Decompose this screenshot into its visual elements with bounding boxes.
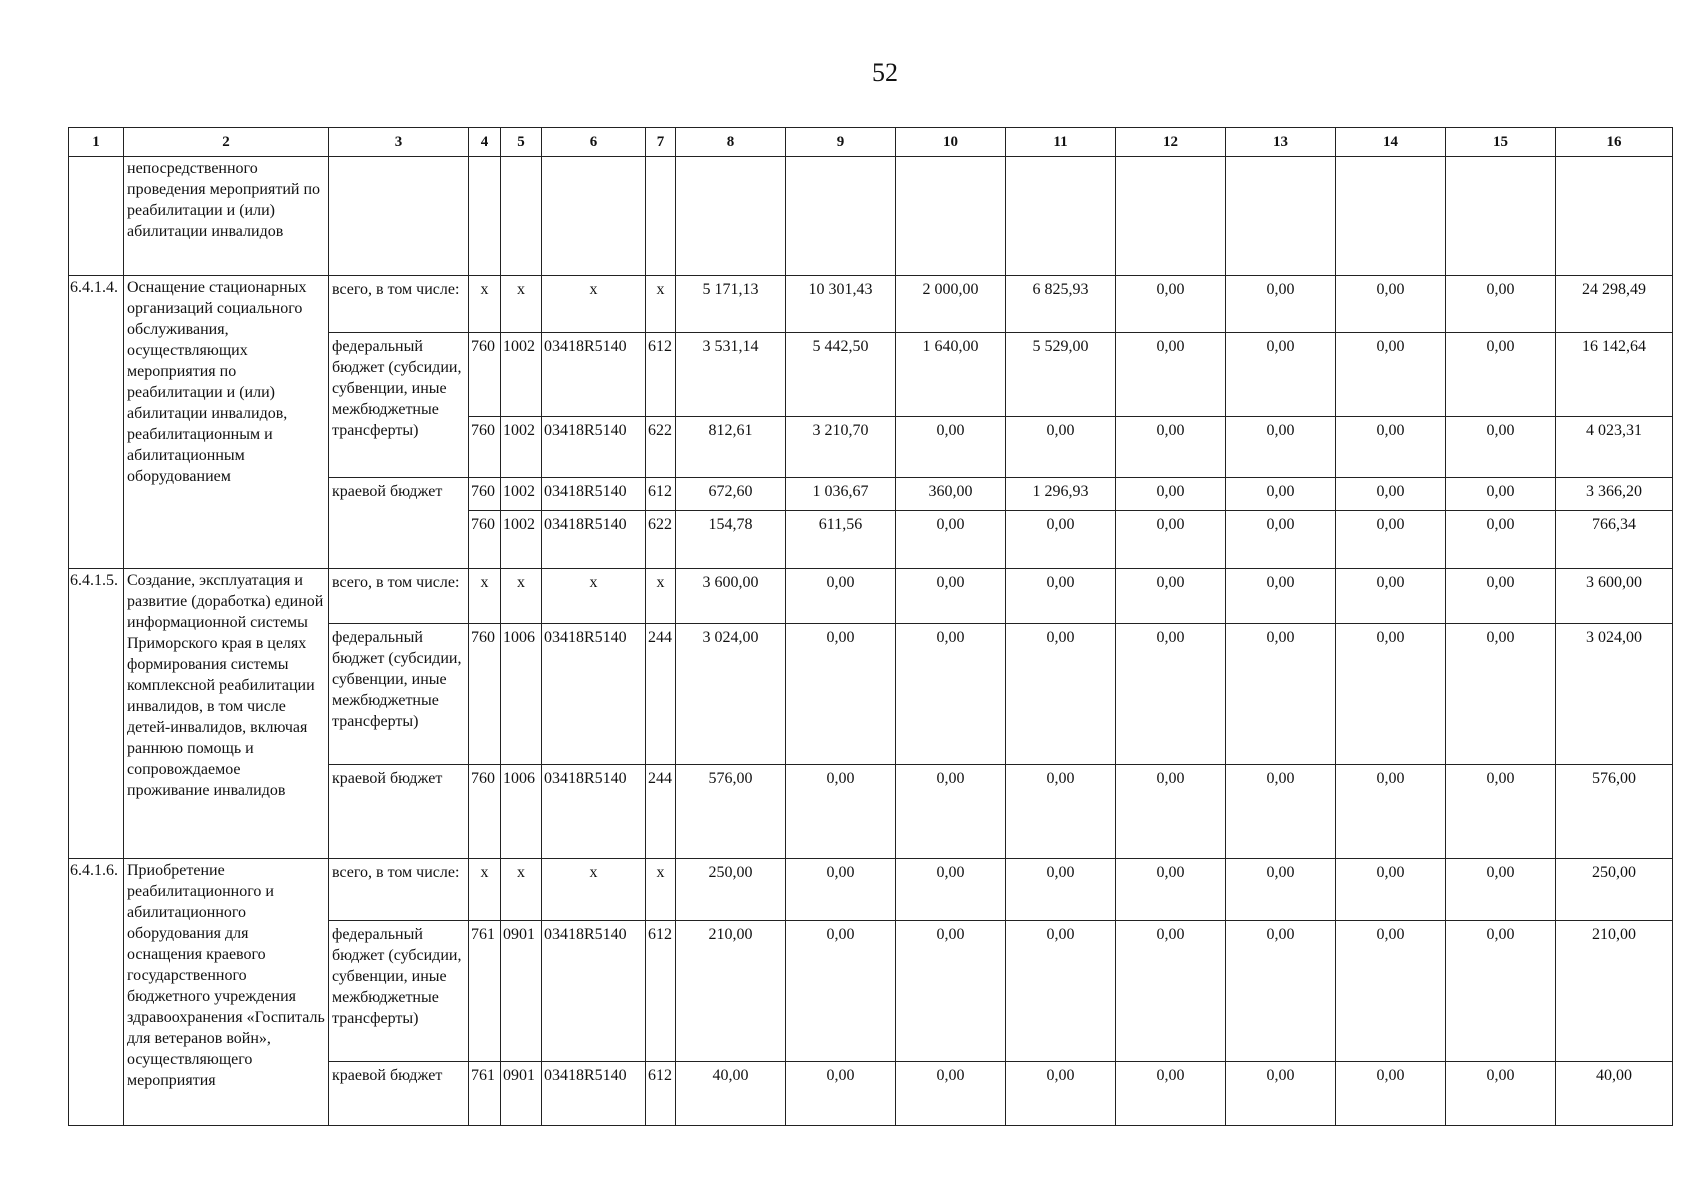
amount-cell: 0,00 [896, 921, 1006, 1062]
col5-value: 1006 [501, 624, 542, 765]
header-cell: 8 [676, 128, 786, 157]
amount-cell: 0,00 [786, 569, 896, 624]
amount-cell: 0,00 [786, 1062, 896, 1126]
amount-cell: 24 298,49 [1556, 276, 1673, 333]
funding-source: всего, в том числе: [329, 276, 469, 333]
col4-value: 760 [469, 765, 501, 859]
amount-cell: 0,00 [1116, 859, 1226, 921]
header-cell: 6 [542, 128, 646, 157]
amount-cell: 3 210,70 [786, 417, 896, 478]
amount-cell: 3 024,00 [676, 624, 786, 765]
amount-cell: 0,00 [1116, 417, 1226, 478]
header-cell: 1 [69, 128, 124, 157]
amount-cell: 40,00 [676, 1062, 786, 1126]
amount-cell: 0,00 [1116, 569, 1226, 624]
amount-cell: 0,00 [1226, 333, 1336, 417]
funding-source: краевой бюджет [329, 478, 469, 569]
amount-cell: 0,00 [1226, 417, 1336, 478]
amount-cell: 0,00 [1336, 333, 1446, 417]
col6-value: 03418R5140 [542, 1062, 646, 1126]
col6-value: x [542, 569, 646, 624]
amount-cell: 360,00 [896, 478, 1006, 511]
amount-cell: 0,00 [1446, 624, 1556, 765]
amount-cell: 0,00 [1226, 569, 1336, 624]
table-row [69, 859, 1673, 921]
amount-cell: 0,00 [896, 624, 1006, 765]
col6-value: 03418R5140 [542, 921, 646, 1062]
col7-value: 612 [646, 921, 676, 1062]
amount-cell: 672,60 [676, 478, 786, 511]
amount-cell: 766,34 [1556, 511, 1673, 569]
col4-value: 760 [469, 624, 501, 765]
col5-value: 1002 [501, 478, 542, 511]
col5-value: 0901 [501, 1062, 542, 1126]
header-row [69, 128, 1673, 157]
amount-cell: 250,00 [1556, 859, 1673, 921]
col7-value: 622 [646, 511, 676, 569]
col7-value: x [646, 569, 676, 624]
amount-cell: 0,00 [896, 417, 1006, 478]
col6-value: 03418R5140 [542, 417, 646, 478]
amount-cell: 0,00 [1116, 624, 1226, 765]
header-cell: 16 [1556, 128, 1673, 157]
amount-cell: 0,00 [1116, 478, 1226, 511]
header-cell: 14 [1336, 128, 1446, 157]
col4-value: x [469, 859, 501, 921]
amount-cell: 0,00 [1116, 1062, 1226, 1126]
header-cell: 7 [646, 128, 676, 157]
header-cell: 3 [329, 128, 469, 157]
funding-source: федеральный бюджет (субсидии, субвенции, иные межбюджетные трансферты) [329, 333, 469, 478]
page-number: 52 [872, 58, 898, 87]
header-cell: 10 [896, 128, 1006, 157]
amount-cell: 0,00 [1116, 765, 1226, 859]
item-name: Приобретение реабилитационного и абилитационного оборудования для оснащения краевого государственного бюджетного учреждения здравоохранения «Госпиталь для ветеранов войн», осуществляющего мероприятия [124, 859, 329, 1126]
table-row [69, 276, 1673, 333]
amount-cell: 0,00 [1006, 1062, 1116, 1126]
col6-value: x [542, 859, 646, 921]
amount-cell: 0,00 [786, 624, 896, 765]
amount-cell: 0,00 [1336, 569, 1446, 624]
funding-source: федеральный бюджет (субсидии, субвенции, иные межбюджетные трансферты) [329, 624, 469, 765]
amount-cell: 0,00 [896, 859, 1006, 921]
amount-cell: 0,00 [1006, 511, 1116, 569]
col5-value: 1002 [501, 511, 542, 569]
continuation-row [69, 157, 1673, 276]
amount-cell: 210,00 [676, 921, 786, 1062]
budget-table [68, 127, 1673, 1126]
amount-cell: 2 000,00 [896, 276, 1006, 333]
amount-cell: 0,00 [896, 765, 1006, 859]
amount-cell: 210,00 [1556, 921, 1673, 1062]
amount-cell: 0,00 [1006, 765, 1116, 859]
amount-cell: 0,00 [1116, 921, 1226, 1062]
amount-cell: 0,00 [1226, 624, 1336, 765]
col5-value: 0901 [501, 921, 542, 1062]
header-cell: 12 [1116, 128, 1226, 157]
item-number: 6.4.1.6. [69, 859, 124, 1126]
amount-cell: 0,00 [1226, 765, 1336, 859]
header-cell: 9 [786, 128, 896, 157]
header-cell: 4 [469, 128, 501, 157]
col7-value: 244 [646, 624, 676, 765]
amount-cell: 3 024,00 [1556, 624, 1673, 765]
amount-cell: 0,00 [786, 921, 896, 1062]
col7-value: x [646, 276, 676, 333]
amount-cell: 0,00 [786, 765, 896, 859]
amount-cell: 0,00 [1446, 569, 1556, 624]
amount-cell: 4 023,31 [1556, 417, 1673, 478]
col6-value: 03418R5140 [542, 333, 646, 417]
amount-cell: 0,00 [1336, 765, 1446, 859]
amount-cell: 1 640,00 [896, 333, 1006, 417]
col4-value: 761 [469, 1062, 501, 1126]
amount-cell: 0,00 [1336, 478, 1446, 511]
item-name: непосредственного проведения мероприятий по реабилитации и (или) абилитации инвалидов [124, 157, 329, 276]
item-name: Оснащение стационарных организаций социального обслуживания, осуществляющих мероприятия по реабилитации и (или) абилитации инвалидов, реабилитационным и абилитационным оборудованием [124, 276, 329, 569]
funding-source: всего, в том числе: [329, 569, 469, 624]
amount-cell: 0,00 [1336, 1062, 1446, 1126]
col5-value: 1002 [501, 417, 542, 478]
header-cell: 15 [1446, 128, 1556, 157]
amount-cell: 0,00 [1226, 1062, 1336, 1126]
amount-cell: 0,00 [1226, 276, 1336, 333]
funding-source: федеральный бюджет (субсидии, субвенции, иные межбюджетные трансферты) [329, 921, 469, 1062]
amount-cell: 1 036,67 [786, 478, 896, 511]
col4-value: 760 [469, 478, 501, 511]
amount-cell: 0,00 [896, 511, 1006, 569]
amount-cell: 0,00 [1116, 333, 1226, 417]
amount-cell: 0,00 [1446, 859, 1556, 921]
amount-cell: 6 825,93 [1006, 276, 1116, 333]
amount-cell: 0,00 [1336, 859, 1446, 921]
amount-cell: 0,00 [1446, 417, 1556, 478]
col7-value: 622 [646, 417, 676, 478]
amount-cell: 0,00 [896, 569, 1006, 624]
header-cell: 2 [124, 128, 329, 157]
col6-value: 03418R5140 [542, 765, 646, 859]
col7-value: 612 [646, 333, 676, 417]
amount-cell: 0,00 [1446, 765, 1556, 859]
col6-value: 03418R5140 [542, 624, 646, 765]
amount-cell: 5 171,13 [676, 276, 786, 333]
amount-cell: 3 600,00 [676, 569, 786, 624]
col7-value: 612 [646, 1062, 676, 1126]
table-row [69, 569, 1673, 624]
amount-cell: 0,00 [1006, 921, 1116, 1062]
funding-source: краевой бюджет [329, 765, 469, 859]
amount-cell: 154,78 [676, 511, 786, 569]
amount-cell: 812,61 [676, 417, 786, 478]
col5-value: x [501, 859, 542, 921]
amount-cell: 0,00 [896, 1062, 1006, 1126]
item-number: 6.4.1.4. [69, 276, 124, 569]
col5-value: 1002 [501, 333, 542, 417]
amount-cell: 0,00 [1336, 511, 1446, 569]
col6-value: 03418R5140 [542, 478, 646, 511]
col6-value: x [542, 276, 646, 333]
amount-cell: 5 442,50 [786, 333, 896, 417]
amount-cell: 40,00 [1556, 1062, 1673, 1126]
amount-cell: 0,00 [1446, 333, 1556, 417]
col4-value: 760 [469, 417, 501, 478]
amount-cell: 0,00 [1336, 417, 1446, 478]
amount-cell: 0,00 [786, 859, 896, 921]
col6-value: 03418R5140 [542, 511, 646, 569]
amount-cell: 0,00 [1226, 511, 1336, 569]
amount-cell: 0,00 [1006, 859, 1116, 921]
amount-cell: 3 366,20 [1556, 478, 1673, 511]
amount-cell: 0,00 [1006, 624, 1116, 765]
header-cell: 5 [501, 128, 542, 157]
amount-cell: 5 529,00 [1006, 333, 1116, 417]
col4-value: x [469, 276, 501, 333]
header-cell: 13 [1226, 128, 1336, 157]
amount-cell: 0,00 [1116, 276, 1226, 333]
amount-cell: 0,00 [1226, 859, 1336, 921]
amount-cell: 0,00 [1336, 624, 1446, 765]
amount-cell: 611,56 [786, 511, 896, 569]
amount-cell: 0,00 [1446, 478, 1556, 511]
col4-value: x [469, 569, 501, 624]
col7-value: 612 [646, 478, 676, 511]
funding-source: всего, в том числе: [329, 859, 469, 921]
amount-cell: 0,00 [1446, 1062, 1556, 1126]
amount-cell: 3 600,00 [1556, 569, 1673, 624]
col5-value: x [501, 569, 542, 624]
amount-cell: 0,00 [1446, 511, 1556, 569]
amount-cell: 10 301,43 [786, 276, 896, 333]
item-name: Создание, эксплуатация и развитие (доработка) единой информационной системы Приморского края в целях формирования системы комплексной реабилитации инвалидов, в том числе детей-инвалидов, включая раннюю помощь и сопровождаемое проживание инвалидов [124, 569, 329, 859]
amount-cell: 576,00 [1556, 765, 1673, 859]
amount-cell: 0,00 [1336, 921, 1446, 1062]
col7-value: x [646, 859, 676, 921]
col4-value: 761 [469, 921, 501, 1062]
amount-cell: 0,00 [1446, 276, 1556, 333]
amount-cell: 0,00 [1226, 921, 1336, 1062]
amount-cell: 0,00 [1006, 569, 1116, 624]
col4-value: 760 [469, 333, 501, 417]
amount-cell: 576,00 [676, 765, 786, 859]
header-cell: 11 [1006, 128, 1116, 157]
amount-cell: 0,00 [1446, 921, 1556, 1062]
amount-cell: 0,00 [1336, 276, 1446, 333]
col4-value: 760 [469, 511, 501, 569]
amount-cell: 3 531,14 [676, 333, 786, 417]
col5-value: 1006 [501, 765, 542, 859]
amount-cell: 0,00 [1006, 417, 1116, 478]
col5-value: x [501, 276, 542, 333]
amount-cell: 250,00 [676, 859, 786, 921]
amount-cell: 16 142,64 [1556, 333, 1673, 417]
amount-cell: 0,00 [1116, 511, 1226, 569]
item-number: 6.4.1.5. [69, 569, 124, 859]
funding-source: краевой бюджет [329, 1062, 469, 1126]
amount-cell: 0,00 [1226, 478, 1336, 511]
amount-cell: 1 296,93 [1006, 478, 1116, 511]
col7-value: 244 [646, 765, 676, 859]
item-number [69, 157, 124, 276]
